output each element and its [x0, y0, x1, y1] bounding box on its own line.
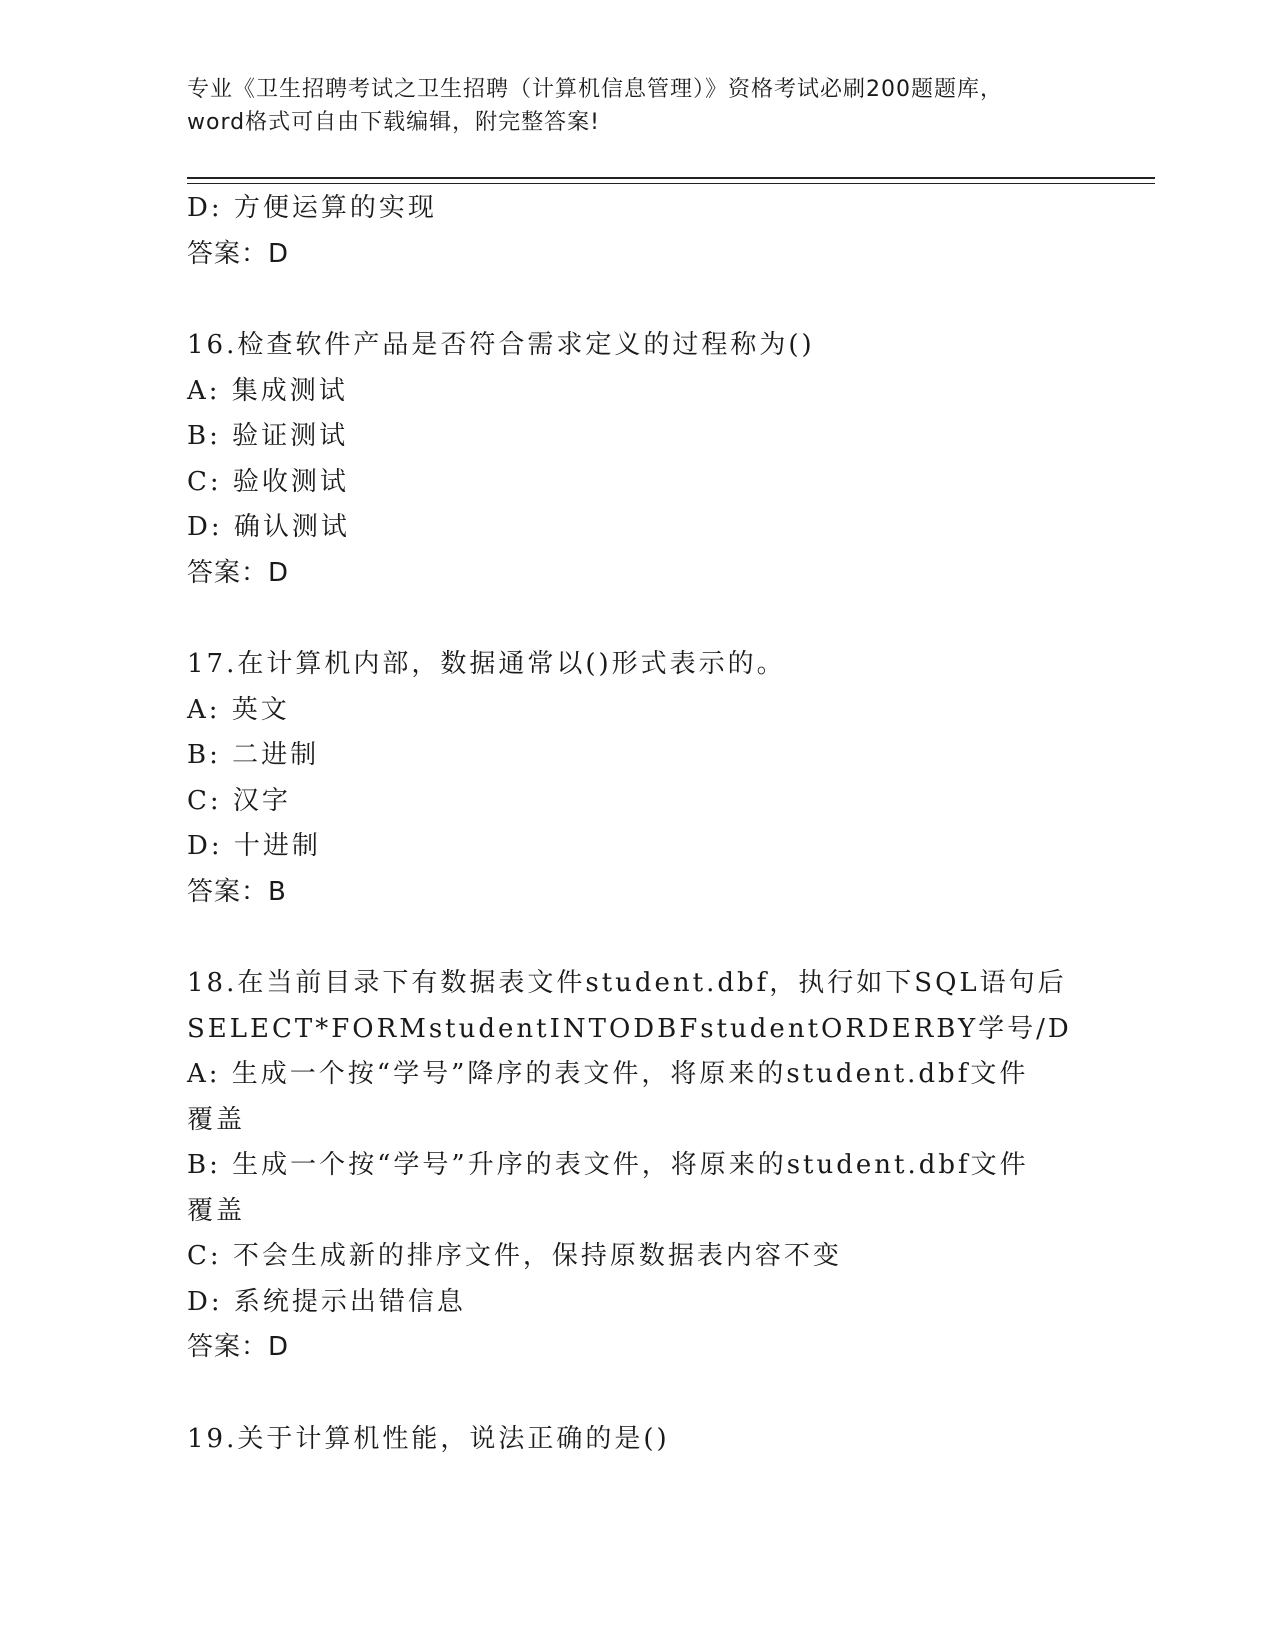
answer-line: 答案：D	[187, 557, 290, 588]
option-c: C: 不会生成新的排序文件，保持原数据表内容不变	[187, 1241, 842, 1271]
option-d: D: 系统提示出错信息	[187, 1286, 466, 1317]
option-d: D: 确认测试	[187, 512, 350, 542]
option-a: A: 英文	[187, 694, 290, 725]
question-gap	[187, 1371, 1087, 1417]
question-stem-line-2: SELECT*FORMstudentINTODBFstudentORDERBY学号/D	[187, 1013, 1072, 1044]
question-gap	[187, 596, 1087, 642]
header-divider-thick	[187, 177, 1155, 179]
document-header	[187, 73, 1087, 139]
option-b: B: 二进制	[187, 740, 320, 770]
question-stem-line-1: 18.在当前目录下有数据表文件student.dbf，执行如下SQL语句后	[187, 968, 1067, 998]
option-b: B: 生成一个按“学号”升序的表文件，将原来的student.dbf文件覆盖	[187, 1150, 1029, 1226]
option-c: C: 验收测试	[187, 466, 349, 497]
option-d: D: 十进制	[187, 831, 321, 861]
header-title-line-1: 专业《卫生招聘考试之卫生招聘（计算机信息管理）》资格考试必刷200题题库，	[187, 77, 1003, 102]
question-gap	[187, 915, 1087, 961]
option-c: C: 汉字	[187, 785, 291, 816]
header-divider-thin	[187, 183, 1155, 184]
question-16	[187, 323, 1087, 596]
question-stem: 17.在计算机内部，数据通常以()形式表示的。	[187, 649, 786, 679]
header-title-line-2: word格式可自由下载编辑，附完整答案!	[187, 110, 600, 135]
option-d: D: 方便运算的实现	[187, 193, 437, 223]
question-18	[187, 961, 1087, 1371]
answer-line: 答案：B	[187, 876, 287, 907]
answer-line: 答案：D	[187, 1332, 290, 1362]
option-b: B: 验证测试	[187, 421, 349, 451]
question-list	[187, 186, 1087, 1462]
option-a: A: 生成一个按“学号”降序的表文件，将原来的student.dbf文件覆盖	[187, 1059, 1029, 1135]
question-15-tail	[187, 186, 1087, 277]
question-stem: 16.检查软件产品是否符合需求定义的过程称为()	[187, 330, 815, 360]
question-17	[187, 642, 1087, 915]
question-19	[187, 1417, 1087, 1463]
option-a: A: 集成测试	[187, 375, 348, 406]
answer-line: 答案：D	[187, 238, 290, 269]
question-stem: 19.关于计算机性能，说法正确的是()	[187, 1423, 670, 1454]
question-gap	[187, 277, 1087, 323]
